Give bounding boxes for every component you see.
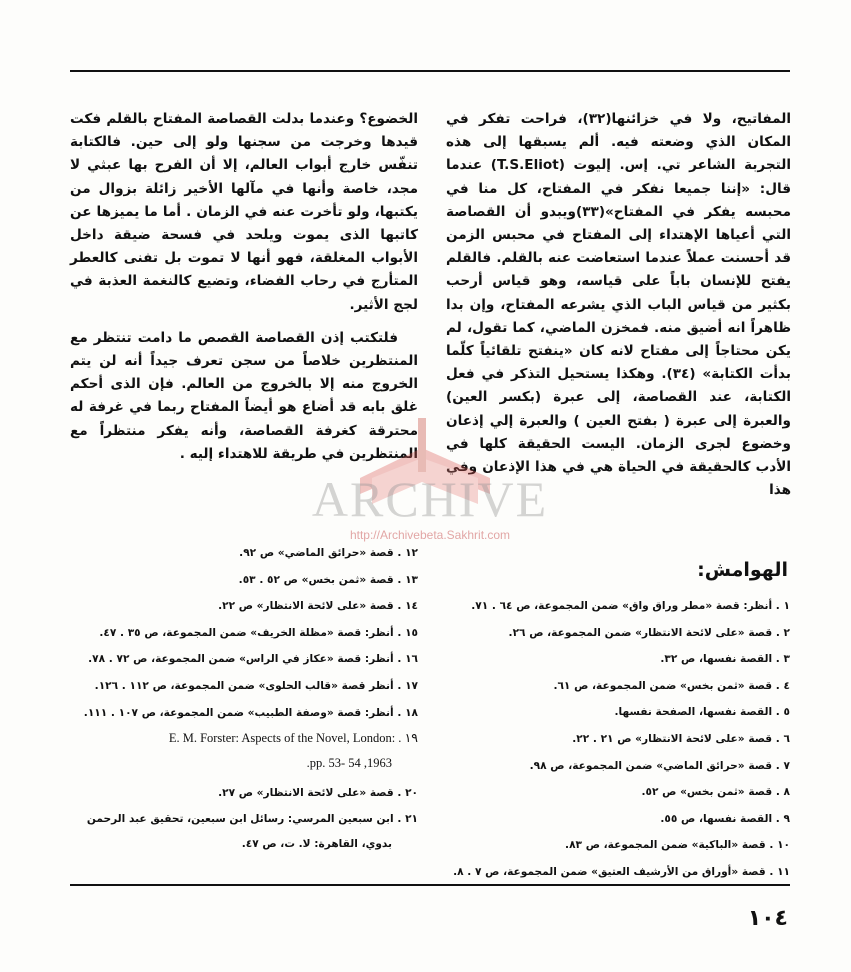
footnote-item: ١٠ . قصة «الباكية» ضمن المجموعة، ص ٨٣. [565,839,790,852]
right-column-text: المفاتيح، ولا في خزائنها(٣٢)، فراحت تفكر في المكان الذي وضعته فيه. ألم يسبقها إلى هذه التجربة الشاعر تي. إس. إليوت (T.S.Eliot) عندما قال: «إننا جميعا نفكر في المفتاح، كل منا في محبسه يفكر في المفتاح»(٣٣)ويبدو أن القصاصة التي أعياها الإهتداء إلى المفتاح في محبس الزمن قد أحسنت عملاً عندما استعاضت عنه بالقلم. فالقلم يفتح للإنسان باباً على قياسه، وهو قياس أرحب بكثير من قياس الباب الذي يشرعه المفتاح، وإن بدا ظاهراً انه أضيق منه. فمخزن الماضي، كما تقول، لم يكن محتاجاً إلى مفتاح لانه كان «ينفتح تلقائياً كلّما بدأت الكتابة» (٣٤). وهكذا يستحيل التذكر في فعل الكتابة، عند القصاصة، إلى عبرة (بكسر العين) والعبرة إلى عبرة ( بفتح العين ) والعبرة إلي إذعان وخضوع لجرى الزمان. اليست الحقيقة كلها في الأدب كالحقيقة في الحياة هي في هذا الإذعان وفي هذا [446,111,791,499]
footnote-item: ٢٠ . قصة «على لائحة الانتظار» ص ٢٧. [218,787,418,800]
watermark-text: ARCHIVE [311,471,549,527]
left-paragraph-1: الخضوع؟ وعندما بدلت القصاصة المفتاح بالقلم فكت قيدها وخرجت من سجنها ولو إلى حين. فالكتابة تنفّس خارج أبواب العالم، إلا أن الفرح بها عبثي لا مجد، خاصة وأنها في مآلها الأخير زائلة بزوال من يكتبها، ولو تأخرت عنه في الزمان . أما ما يميزها عن كاتبها الذى يموت ويلحد في فسحة ضيقة داخل الأبواب المغلقة، فهو أنها لا تموت بل تفنى كالعطر المتأرج في رحاب الفضاء، وتضيع كالنغمة العذبة في لجج الأثير. [70,111,418,313]
footnote-item: ٩ . القصة نفسها، ص ٥٥. [660,812,790,825]
footnote-item: ١٦ . أنظر: قصة «عكاز في الراس» ضمن المجموعة، ص ٧٢ . ٧٨. [88,653,418,666]
footnote-item: ٤ . قصة «ثمن بخس» ضمن المجموعة، ص ٦١. [553,679,790,692]
footnote-item: ٥ . القصة نفسها، الصفحة نفسها. [614,706,790,719]
footnote-item: ٨ . قصة «ثمن بخس» ص ٥٢. [641,786,790,799]
page-number: ١٠٤ [747,906,788,931]
footnotes-title: الهوامش: [697,559,788,581]
footnotes-list-right [440,593,790,886]
footnote-item: E. M. Forster: Aspects of the Novel, London: . ١٩ [168,731,418,746]
left-paragraph-2: فلتكتب إذن القصاصة القصص ما دامت تنتظر مع المنتظرين خلاصاً من سجن تعرف جيداً أنه لن يتم الخروج منه إلا بالخروج من العالم. فإن الذى أحكم غلق بابه قد أضاع هو أيضاً المفتاح ربما في غرفة له محترقة كغرفة القصاصة، وأنه يفكر منتظراً مع المنتظرين في طريقة للاهتداء إليه . [70,329,418,462]
footnote-item: ١٧ . أنظر قصة «قالب الحلوى» ضمن المجموعة، ص ١١٢ . ١٢٦. [94,679,418,692]
footnote-item: ١ . أنظر: قصة «مطر وراق واق» ضمن المجموعة، ص ٦٤ . ٧١. [471,600,790,612]
footnote-item: ٣ . القصة نفسها، ص ٣٢. [660,653,790,666]
footnote-item: ٢١ . ابن سبعين المرسي: رسائل ابن سبعين، تحقيق عبد الرحمن [86,812,418,825]
footnote-continuation: بدوي، القاهرة: لا. ت، ص ٤٧. [241,837,392,850]
top-rule [70,70,790,72]
footnote-item: ٧ . قصة «حرائق الماضي» ضمن المجموعة، ص ٩٨. [529,759,790,772]
footnote-item: ٦ . قصة «على لائحة الانتظار» ص ٢١ . ٢٢. [572,732,790,745]
footnotes-list-left [70,540,418,861]
footnote-item: ١١ . قصة «أوراق من الأرشيف العتيق» ضمن المجموعة، ص ٧ . ٨. [453,865,790,878]
watermark-url: http://Archivebeta.Sakhrit.com [349,528,511,542]
footnote-item: ٢ . قصة «على لائحة الانتظار» ضمن المجموعة، ص ٢٦. [508,626,790,639]
bottom-rule [70,884,790,886]
footnote-item: ١٥ . أنظر: قصة «مظلة الخريف» ضمن المجموعة، ص ٣٥ . ٤٧. [99,626,418,639]
footnote-item: ١٢ . قصة «حرائق الماضي» ص ٩٢. [239,547,418,559]
footnote-item: ١٣ . قصة «ثمن بخس» ص ٥٢ . ٥٣. [238,573,418,586]
footnote-item: ١٨ . أنظر: قصة «وصفة الطبيب» ضمن المجموعة، ص ١٠٧ . ١١١. [83,706,418,719]
footnote-item: ١٤ . قصة «على لائحة الانتظار» ص ٢٢. [218,600,418,613]
footnote-continuation: 1963, pp. 53- 54. [306,756,392,771]
